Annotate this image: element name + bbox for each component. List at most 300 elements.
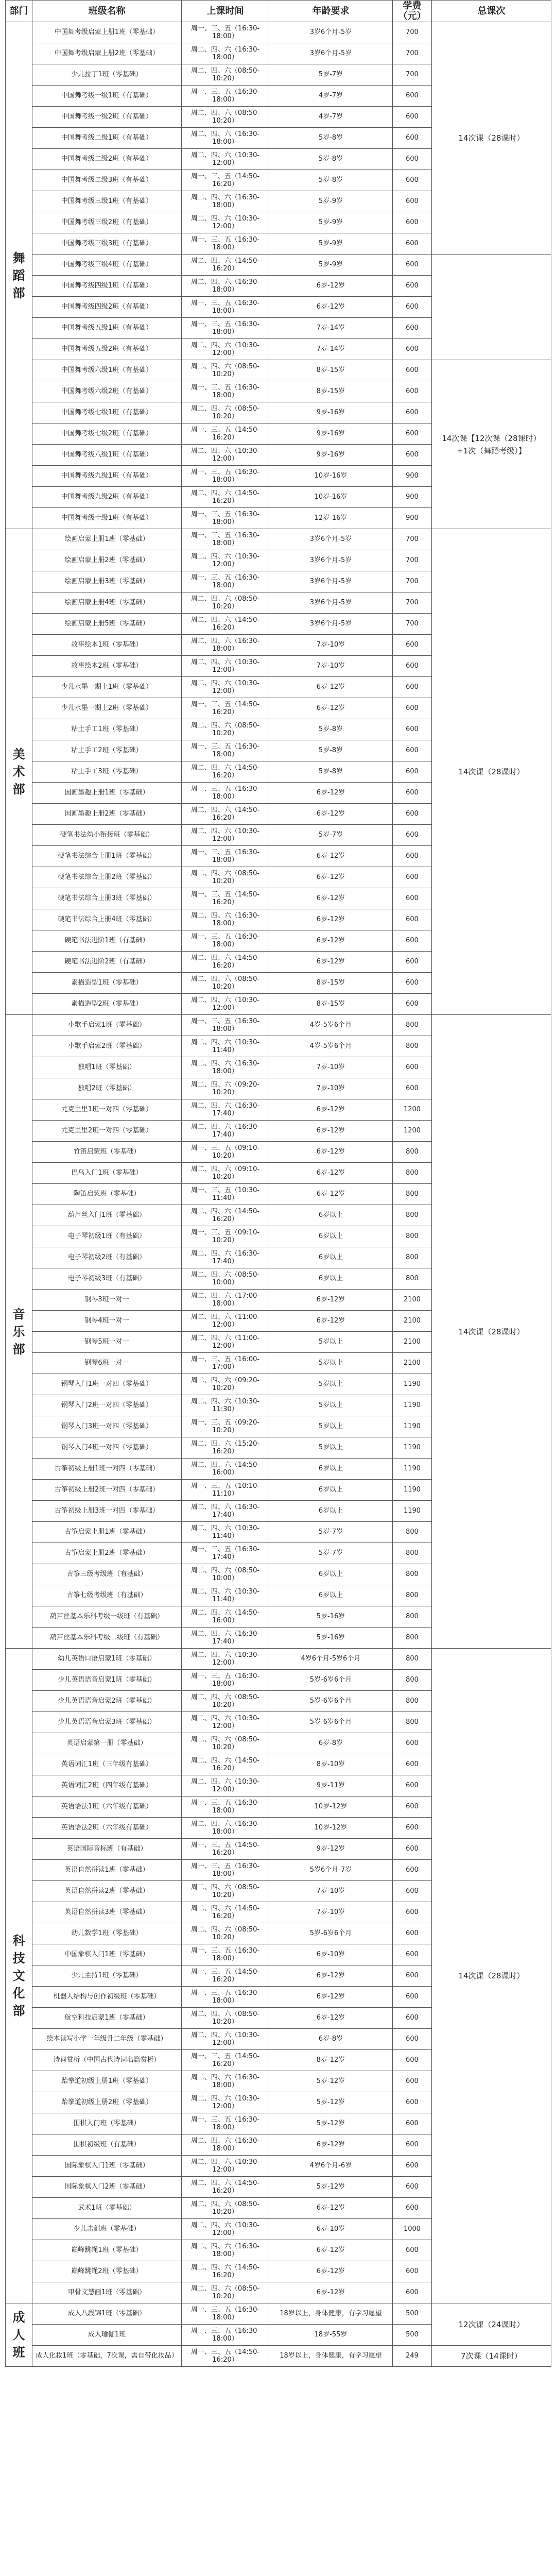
class-time-cell: 周一、三、五（14:50-16:20） bbox=[182, 2346, 269, 2367]
header-total-sessions: 总课次 bbox=[432, 1, 551, 22]
age-requirement-cell: 9岁-11岁 bbox=[269, 1775, 393, 1797]
age-requirement-cell: 6岁-12岁 bbox=[269, 677, 393, 698]
age-requirement-cell: 8岁-15岁 bbox=[269, 360, 393, 381]
age-requirement-cell: 6岁-12岁 bbox=[269, 804, 393, 825]
tuition-cell: 600 bbox=[393, 1733, 432, 1754]
tuition-cell: 700 bbox=[393, 550, 432, 571]
class-time-cell: 周一、三、五（10:30-11:40） bbox=[182, 1184, 269, 1205]
tuition-cell: 600 bbox=[393, 107, 432, 128]
class-name-cell: 小歌手启蒙2班（零基础） bbox=[32, 1036, 182, 1057]
class-time-cell: 周二、四、六（10:30-12:00） bbox=[182, 2219, 269, 2240]
class-name-cell: 钢琴5班一对一 bbox=[32, 1332, 182, 1353]
age-requirement-cell: 8岁-12岁 bbox=[269, 2050, 393, 2071]
age-requirement-cell: 3岁6个月-5岁 bbox=[269, 550, 393, 571]
age-requirement-cell: 6岁-12岁 bbox=[269, 1121, 393, 1142]
class-name-cell: 葫芦丝入门1班（零基础） bbox=[32, 1205, 182, 1226]
age-requirement-cell: 6岁-12岁 bbox=[269, 2134, 393, 2156]
class-time-cell: 周二、四、六（14:50-16:00） bbox=[182, 1606, 269, 1628]
class-name-cell: 国际象棋入门1班（零基础） bbox=[32, 2156, 182, 2177]
class-name-cell: 巴乌入门1班（零基础） bbox=[32, 1163, 182, 1184]
age-requirement-cell: 5岁-6岁6个月 bbox=[269, 1691, 393, 1712]
age-requirement-cell: 5岁-9岁 bbox=[269, 255, 393, 276]
tuition-cell: 2100 bbox=[393, 1311, 432, 1332]
tuition-cell: 600 bbox=[393, 2071, 432, 2092]
class-time-cell: 周一、三、五（14:50-16:20） bbox=[182, 2050, 269, 2071]
class-name-cell: 幼儿数学1班（零基础） bbox=[32, 1923, 182, 1944]
age-requirement-cell: 10岁-16岁 bbox=[269, 487, 393, 508]
tuition-cell: 500 bbox=[393, 2303, 432, 2325]
tuition-cell: 700 bbox=[393, 529, 432, 550]
tuition-cell: 600 bbox=[393, 1987, 432, 2008]
class-name-cell: 成人化妆1班（零基础，7次课，需自带化妆品） bbox=[32, 2346, 182, 2367]
tuition-cell: 600 bbox=[393, 677, 432, 698]
class-time-cell: 周二、四、六（08:50-10:20） bbox=[182, 64, 269, 86]
department-cell: 成人班 bbox=[6, 2303, 32, 2367]
age-requirement-cell: 7岁-10岁 bbox=[269, 635, 393, 656]
age-requirement-cell: 8岁-15岁 bbox=[269, 973, 393, 994]
tuition-cell: 600 bbox=[393, 2282, 432, 2303]
class-name-cell: 硬笔书法综合上册2班（零基础） bbox=[32, 867, 182, 888]
class-name-cell: 中国舞考级五级2班（有基础） bbox=[32, 339, 182, 360]
class-name-cell: 机器人结构与创作初级班（零基础） bbox=[32, 1987, 182, 2008]
age-requirement-cell: 6岁-12岁 bbox=[269, 2240, 393, 2261]
class-name-cell: 中国舞考级六级1班（有基础） bbox=[32, 360, 182, 381]
class-time-cell: 周二、四、六（16:30-18:00） bbox=[182, 128, 269, 149]
class-name-cell: 英语语法1班（六年级有基础） bbox=[32, 1797, 182, 1818]
tuition-cell: 2100 bbox=[393, 1290, 432, 1311]
class-time-cell: 周二、四、六（08:50-10:20） bbox=[182, 1733, 269, 1754]
tuition-cell: 600 bbox=[393, 191, 432, 212]
age-requirement-cell: 5岁-8岁 bbox=[269, 128, 393, 149]
class-time-cell: 周二、四、六（10:30-12:00） bbox=[182, 445, 269, 466]
class-name-cell: 葫芦丝基本乐科考级二级班（有基础） bbox=[32, 1628, 182, 1649]
class-time-cell: 周一、三、五（16:30-18:00） bbox=[182, 1015, 269, 1036]
age-requirement-cell: 3岁6个月-5岁 bbox=[269, 22, 393, 43]
class-time-cell: 周二、四、六（08:50-10:20） bbox=[182, 719, 269, 740]
class-time-cell: 周二、四、六（16:30-17:40） bbox=[182, 1099, 269, 1121]
age-requirement-cell: 5岁-16岁 bbox=[269, 1606, 393, 1628]
tuition-cell: 600 bbox=[393, 1860, 432, 1881]
class-time-cell: 周一、三、五（16:30-18:00） bbox=[182, 508, 269, 529]
class-name-cell: 小歌手启蒙1班（零基础） bbox=[32, 1015, 182, 1036]
age-requirement-cell: 6岁以上 bbox=[269, 1480, 393, 1501]
tuition-cell: 600 bbox=[393, 2092, 432, 2113]
class-time-cell: 周二、四、六（10:30-12:00） bbox=[182, 212, 269, 233]
class-name-cell: 航空科技启蒙1班（零基础） bbox=[32, 2008, 182, 2029]
total-sessions-cell: 14次课（28课时） bbox=[432, 22, 551, 255]
age-requirement-cell: 6岁-10岁 bbox=[269, 1944, 393, 1965]
class-name-cell: 中国舞考级一级1班（有基础） bbox=[32, 86, 182, 107]
tuition-cell: 800 bbox=[393, 1184, 432, 1205]
class-name-cell: 硬笔书法幼小衔接班（零基础） bbox=[32, 825, 182, 846]
tuition-cell: 1190 bbox=[393, 1501, 432, 1522]
class-name-cell: 巅峰跳绳1班（零基础） bbox=[32, 2240, 182, 2261]
class-time-cell: 周二、四、六（10:30-12:00） bbox=[182, 2092, 269, 2113]
class-name-cell: 尤克里里2班一对四（零基础） bbox=[32, 1121, 182, 1142]
age-requirement-cell: 3岁6个月-5岁 bbox=[269, 614, 393, 635]
class-time-cell: 周一、三、五（16:30-18:00） bbox=[182, 740, 269, 761]
class-time-cell: 周二、四、六（08:50-10:20） bbox=[182, 592, 269, 614]
header-age-requirement: 年龄要求 bbox=[269, 1, 393, 22]
tuition-cell: 600 bbox=[393, 656, 432, 677]
tuition-cell: 1190 bbox=[393, 1437, 432, 1459]
class-name-cell: 少儿英语语音启蒙1班（零基础） bbox=[32, 1670, 182, 1691]
class-time-cell: 周二、四、六（14:50-16:20） bbox=[182, 2177, 269, 2198]
class-name-cell: 电子琴初级3班（有基础） bbox=[32, 1268, 182, 1290]
age-requirement-cell: 5岁-12岁 bbox=[269, 2113, 393, 2134]
tuition-cell: 900 bbox=[393, 508, 432, 529]
class-name-cell: 古筝启蒙上册1班（零基础） bbox=[32, 1522, 182, 1543]
class-time-cell: 周二、四、六（14:50-16:20） bbox=[182, 804, 269, 825]
header-tuition: 学费（元） bbox=[393, 1, 432, 22]
class-name-cell: 独唱2班（零基础） bbox=[32, 1078, 182, 1099]
class-time-cell: 周一、三、五（16:30-18:00） bbox=[182, 1797, 269, 1818]
age-requirement-cell: 5岁-9岁 bbox=[269, 212, 393, 233]
age-requirement-cell: 4岁-5岁6个月 bbox=[269, 1036, 393, 1057]
tuition-cell: 600 bbox=[393, 360, 432, 381]
class-name-cell: 中国舞考级二级1班（有基础） bbox=[32, 128, 182, 149]
class-name-cell: 古筝初级上册1班一对四（零基础） bbox=[32, 1459, 182, 1480]
class-name-cell: 绘画启蒙上册3班（零基础） bbox=[32, 571, 182, 592]
class-name-cell: 英语国际音标班（有基础） bbox=[32, 1839, 182, 1860]
class-name-cell: 英语自然拼读3班（零基础） bbox=[32, 1902, 182, 1923]
class-name-cell: 中国舞考级八级1班（有基础） bbox=[32, 445, 182, 466]
class-time-cell: 周二、四、六（14:50-16:20） bbox=[182, 1205, 269, 1226]
class-name-cell: 绘本读写小学一年级升二年级（零基础） bbox=[32, 2029, 182, 2050]
age-requirement-cell: 10岁-12岁 bbox=[269, 1797, 393, 1818]
class-name-cell: 绘画启蒙上册2班（零基础） bbox=[32, 550, 182, 571]
age-requirement-cell: 6岁-12岁 bbox=[269, 1987, 393, 2008]
age-requirement-cell: 6岁-12岁 bbox=[269, 1184, 393, 1205]
tuition-cell: 800 bbox=[393, 1205, 432, 1226]
class-name-cell: 绘画启蒙上册5班（零基础） bbox=[32, 614, 182, 635]
class-name-cell: 钢琴入门4班一对四（零基础） bbox=[32, 1437, 182, 1459]
class-name-cell: 硬笔书法综合上册1班（零基础） bbox=[32, 846, 182, 867]
tuition-cell: 600 bbox=[393, 867, 432, 888]
class-time-cell: 周二、四、六（09:20-10:20） bbox=[182, 1078, 269, 1099]
tuition-cell: 1190 bbox=[393, 1459, 432, 1480]
class-name-cell: 跆拳道初级上册1班（零基础） bbox=[32, 2071, 182, 2092]
age-requirement-cell: 6岁以上 bbox=[269, 1564, 393, 1585]
tuition-cell: 600 bbox=[393, 994, 432, 1015]
tuition-cell: 600 bbox=[393, 233, 432, 255]
tuition-cell: 800 bbox=[393, 1543, 432, 1564]
age-requirement-cell: 5岁-12岁 bbox=[269, 2071, 393, 2092]
table-row bbox=[6, 22, 551, 43]
class-name-cell: 诗词赏析（中国古代诗词名篇赏析） bbox=[32, 2050, 182, 2071]
class-time-cell: 周二、四、六（16:30-18:00） bbox=[182, 276, 269, 297]
age-requirement-cell: 6岁-12岁 bbox=[269, 867, 393, 888]
tuition-cell: 600 bbox=[393, 804, 432, 825]
tuition-cell: 800 bbox=[393, 1712, 432, 1733]
age-requirement-cell: 6岁-12岁 bbox=[269, 698, 393, 719]
class-name-cell: 中国舞考级六级2班（有基础） bbox=[32, 381, 182, 402]
tuition-cell: 800 bbox=[393, 1142, 432, 1163]
class-time-cell: 周二、四、六（08:50-10:20） bbox=[182, 973, 269, 994]
age-requirement-cell: 6岁-8岁 bbox=[269, 1733, 393, 1754]
class-time-cell: 周二、四、六（08:50-10:20） bbox=[182, 1691, 269, 1712]
class-name-cell: 少儿英语语音启蒙3班（零基础） bbox=[32, 1712, 182, 1733]
age-requirement-cell: 3岁6个月-5岁 bbox=[269, 571, 393, 592]
class-name-cell: 独唱1班（零基础） bbox=[32, 1057, 182, 1078]
tuition-cell: 600 bbox=[393, 888, 432, 909]
class-time-cell: 周一、三、五（16:30-18:00） bbox=[182, 930, 269, 952]
tuition-cell: 700 bbox=[393, 592, 432, 614]
class-time-cell: 周二、四、六（15:20-16:20） bbox=[182, 1437, 269, 1459]
class-time-cell: 周二、四、六（16:30-17:40） bbox=[182, 1501, 269, 1522]
class-name-cell: 中国舞考级七级1班（有基础） bbox=[32, 402, 182, 423]
age-requirement-cell: 5岁以上 bbox=[269, 1374, 393, 1395]
class-name-cell: 少儿水墨一期上2班（零基础） bbox=[32, 698, 182, 719]
tuition-cell: 600 bbox=[393, 128, 432, 149]
class-name-cell: 硬笔书法综合上册3班（零基础） bbox=[32, 888, 182, 909]
age-requirement-cell: 5岁-8岁 bbox=[269, 740, 393, 761]
age-requirement-cell: 9岁-16岁 bbox=[269, 423, 393, 445]
tuition-cell: 600 bbox=[393, 2050, 432, 2071]
class-time-cell: 周二、四、六（11:00-12:00） bbox=[182, 1332, 269, 1353]
age-requirement-cell: 7岁-10岁 bbox=[269, 656, 393, 677]
class-time-cell: 周二、四、六（14:50-16:20） bbox=[182, 1754, 269, 1775]
tuition-cell: 800 bbox=[393, 1564, 432, 1585]
age-requirement-cell: 3岁6个月-5岁 bbox=[269, 592, 393, 614]
class-name-cell: 钢琴入门1班一对四（零基础） bbox=[32, 1374, 182, 1395]
age-requirement-cell: 5岁-7岁 bbox=[269, 825, 393, 846]
age-requirement-cell: 5岁-7岁 bbox=[269, 1522, 393, 1543]
class-time-cell: 周二、四、六（16:30-18:00） bbox=[182, 2134, 269, 2156]
class-time-cell: 周二、四、六（08:50-10:00） bbox=[182, 1564, 269, 1585]
age-requirement-cell: 6岁-12岁 bbox=[269, 1099, 393, 1121]
table-row bbox=[6, 2303, 551, 2325]
class-time-cell: 周二、四、六（08:50-10:20） bbox=[182, 1923, 269, 1944]
class-name-cell: 故事绘本2班（零基础） bbox=[32, 656, 182, 677]
class-name-cell: 少儿英语语音启蒙2班（零基础） bbox=[32, 1691, 182, 1712]
class-time-cell: 周一、三、五（16:30-18:00） bbox=[182, 297, 269, 318]
age-requirement-cell: 6岁-12岁 bbox=[269, 952, 393, 973]
class-time-cell: 周二、四、六（10:30-11:40） bbox=[182, 1522, 269, 1543]
total-sessions-cell: 14次课（28课时） bbox=[432, 529, 551, 1015]
class-time-cell: 周二、四、六（08:50-10:20） bbox=[182, 867, 269, 888]
tuition-cell: 700 bbox=[393, 64, 432, 86]
class-name-cell: 幼儿英语口语启蒙1班（零基础） bbox=[32, 1649, 182, 1670]
class-name-cell: 中国舞考级二级3班（有基础） bbox=[32, 170, 182, 191]
class-time-cell: 周一、三、五（16:30-18:00） bbox=[182, 1944, 269, 1965]
class-name-cell: 成人瑜伽1班 bbox=[32, 2325, 182, 2346]
class-time-cell: 周二、四、六（08:50-10:20） bbox=[182, 2198, 269, 2219]
class-name-cell: 中国象棋入门1班（零基础） bbox=[32, 1944, 182, 1965]
age-requirement-cell: 5岁以上 bbox=[269, 1416, 393, 1437]
age-requirement-cell: 6岁-12岁 bbox=[269, 846, 393, 867]
class-time-cell: 周二、四、六（10:30-12:00） bbox=[182, 339, 269, 360]
tuition-cell: 600 bbox=[393, 952, 432, 973]
class-time-cell: 周一、三、五（16:30-18:00） bbox=[182, 1860, 269, 1881]
class-time-cell: 周二、四、六（10:30-12:00） bbox=[182, 1775, 269, 1797]
age-requirement-cell: 18岁以上，身体健康，有学习愿望 bbox=[269, 2303, 393, 2325]
class-time-cell: 周一、三、五（14:50-16:20） bbox=[182, 423, 269, 445]
class-time-cell: 周二、四、六（08:50-10:20） bbox=[182, 2008, 269, 2029]
department-cell: 科技文化部 bbox=[6, 1649, 32, 2303]
class-time-cell: 周一、三、五（09:10-10:20） bbox=[182, 1226, 269, 1247]
age-requirement-cell: 4岁6个月-5岁6个月 bbox=[269, 1649, 393, 1670]
class-time-cell: 周二、四、六（08:50-10:20） bbox=[182, 402, 269, 423]
age-requirement-cell: 5岁-6岁6个月 bbox=[269, 1923, 393, 1944]
class-time-cell: 周二、四、六（14:50-16:20） bbox=[182, 255, 269, 276]
table-row bbox=[6, 255, 551, 276]
tuition-cell: 600 bbox=[393, 783, 432, 804]
class-name-cell: 中国舞考级四级2班（有基础） bbox=[32, 297, 182, 318]
tuition-cell: 800 bbox=[393, 1015, 432, 1036]
class-time-cell: 周二、四、六（14:50-16:20） bbox=[182, 1902, 269, 1923]
age-requirement-cell: 6岁-12岁 bbox=[269, 2198, 393, 2219]
class-time-cell: 周一、三、五（16:30-18:00） bbox=[182, 571, 269, 592]
class-name-cell: 英语启蒙第一册（零基础） bbox=[32, 1733, 182, 1754]
tuition-cell: 600 bbox=[393, 1902, 432, 1923]
age-requirement-cell: 6岁以上 bbox=[269, 1226, 393, 1247]
age-requirement-cell: 5岁以上 bbox=[269, 1395, 393, 1416]
department-cell: 美术部 bbox=[6, 529, 32, 1015]
class-time-cell: 周一、三、五（16:30-18:00） bbox=[182, 318, 269, 339]
tuition-cell: 1190 bbox=[393, 1374, 432, 1395]
age-requirement-cell: 7岁-10岁 bbox=[269, 1078, 393, 1099]
class-time-cell: 周二、四、六（08:50-10:20） bbox=[182, 2282, 269, 2303]
age-requirement-cell: 6岁以上 bbox=[269, 1501, 393, 1522]
class-name-cell: 中国舞考级三级3班（有基础） bbox=[32, 233, 182, 255]
class-time-cell: 周二、四、六（16:30-17:40） bbox=[182, 1121, 269, 1142]
table-row bbox=[6, 529, 551, 550]
tuition-cell: 249 bbox=[393, 2346, 432, 2367]
class-name-cell: 跆拳道初级上册2班（零基础） bbox=[32, 2092, 182, 2113]
age-requirement-cell: 7岁-14岁 bbox=[269, 339, 393, 360]
schedule-sheet bbox=[5, 0, 551, 2367]
age-requirement-cell: 5岁-8岁 bbox=[269, 761, 393, 783]
tuition-cell: 600 bbox=[393, 297, 432, 318]
class-name-cell: 国画墨趣上册2班（零基础） bbox=[32, 804, 182, 825]
tuition-cell: 600 bbox=[393, 930, 432, 952]
class-time-cell: 周二、四、六（10:30-11:40） bbox=[182, 1585, 269, 1606]
class-name-cell: 古筝初级上册2班一对四（零基础） bbox=[32, 1480, 182, 1501]
tuition-cell: 600 bbox=[393, 2198, 432, 2219]
class-time-cell: 周一、三、五（16:30-18:00） bbox=[182, 2303, 269, 2325]
class-time-cell: 周一、三、五（10:10-11:10） bbox=[182, 1480, 269, 1501]
tuition-cell: 600 bbox=[393, 276, 432, 297]
class-name-cell: 钢琴入门2班一对四（零基础） bbox=[32, 1395, 182, 1416]
age-requirement-cell: 4岁-5岁6个月 bbox=[269, 1015, 393, 1036]
class-name-cell: 中国舞考级启蒙上册1班（零基础） bbox=[32, 22, 182, 43]
age-requirement-cell: 18岁以上，身体健康，有学习愿望 bbox=[269, 2346, 393, 2367]
class-name-cell: 故事绘本1班（零基础） bbox=[32, 635, 182, 656]
tuition-cell: 700 bbox=[393, 43, 432, 64]
tuition-cell: 600 bbox=[393, 1923, 432, 1944]
tuition-cell: 600 bbox=[393, 2008, 432, 2029]
tuition-cell: 600 bbox=[393, 2113, 432, 2134]
tuition-cell: 600 bbox=[393, 318, 432, 339]
tuition-cell: 600 bbox=[393, 339, 432, 360]
tuition-cell: 600 bbox=[393, 1057, 432, 1078]
age-requirement-cell: 3岁6个月-5岁 bbox=[269, 43, 393, 64]
age-requirement-cell: 5岁-12岁 bbox=[269, 2177, 393, 2198]
tuition-cell: 600 bbox=[393, 2240, 432, 2261]
tuition-cell: 1190 bbox=[393, 1480, 432, 1501]
class-name-cell: 电子琴初级2班（有基础） bbox=[32, 1247, 182, 1268]
class-time-cell: 周一、三、五（09:20-10:20） bbox=[182, 1416, 269, 1437]
class-name-cell: 中国舞考级一级2班（有基础） bbox=[32, 107, 182, 128]
tuition-cell: 600 bbox=[393, 170, 432, 191]
age-requirement-cell: 6岁-12岁 bbox=[269, 930, 393, 952]
age-requirement-cell: 4岁-7岁 bbox=[269, 86, 393, 107]
table-row bbox=[6, 360, 551, 381]
tuition-cell: 600 bbox=[393, 1078, 432, 1099]
class-time-cell: 周二、四、六（10:30-12:00） bbox=[182, 2156, 269, 2177]
age-requirement-cell: 18岁-55岁 bbox=[269, 2325, 393, 2346]
class-time-cell: 周一、三、五（14:50-16:20） bbox=[182, 1965, 269, 1987]
class-name-cell: 陶笛启蒙班（零基础） bbox=[32, 1184, 182, 1205]
tuition-cell: 600 bbox=[393, 1839, 432, 1860]
class-name-cell: 素描造型1班（零基础） bbox=[32, 973, 182, 994]
class-name-cell: 围棋初级班（有基础） bbox=[32, 2134, 182, 2156]
class-name-cell: 钢琴6班一对一 bbox=[32, 1353, 182, 1374]
class-time-cell: 周一、三、五（16:30-18:00） bbox=[182, 233, 269, 255]
class-name-cell: 中国舞考级九级1班（有基础） bbox=[32, 466, 182, 487]
age-requirement-cell: 5岁-6岁6个月 bbox=[269, 1670, 393, 1691]
tuition-cell: 1000 bbox=[393, 2219, 432, 2240]
class-name-cell: 甲骨文慧画1班（零基础） bbox=[32, 2282, 182, 2303]
class-name-cell: 古筝初级上册3班一对四（零基础） bbox=[32, 1501, 182, 1522]
age-requirement-cell: 9岁-16岁 bbox=[269, 402, 393, 423]
tuition-cell: 800 bbox=[393, 1670, 432, 1691]
tuition-cell: 600 bbox=[393, 719, 432, 740]
header-dept: 部门 bbox=[6, 1, 32, 22]
table-row bbox=[6, 1015, 551, 1036]
class-name-cell: 中国舞考级十级1班（有基础） bbox=[32, 508, 182, 529]
class-time-cell: 周二、四、六（08:50-10:20） bbox=[182, 107, 269, 128]
class-name-cell: 少儿主持1班（零基础） bbox=[32, 1965, 182, 1987]
tuition-cell: 600 bbox=[393, 423, 432, 445]
class-time-cell: 周二、四、六（10:30-12:00） bbox=[182, 149, 269, 170]
class-name-cell: 电子琴初级1班（有基础） bbox=[32, 1226, 182, 1247]
tuition-cell: 700 bbox=[393, 614, 432, 635]
class-name-cell: 国际象棋入门2班（零基础） bbox=[32, 2177, 182, 2198]
age-requirement-cell: 7岁-10岁 bbox=[269, 1902, 393, 1923]
age-requirement-cell: 10岁-12岁 bbox=[269, 1818, 393, 1839]
age-requirement-cell: 5岁-8岁 bbox=[269, 170, 393, 191]
tuition-cell: 600 bbox=[393, 761, 432, 783]
class-time-cell: 周二、四、六（08:50-10:20） bbox=[182, 360, 269, 381]
department-cell: 音乐部 bbox=[6, 1015, 32, 1649]
class-time-cell: 周二、四、六（14:50-16:20） bbox=[182, 952, 269, 973]
class-name-cell: 英语自然拼读2班（零基础） bbox=[32, 1881, 182, 1902]
class-name-cell: 中国舞考级四级1班（有基础） bbox=[32, 276, 182, 297]
class-name-cell: 钢琴4班一对一 bbox=[32, 1311, 182, 1332]
age-requirement-cell: 6岁以上 bbox=[269, 1247, 393, 1268]
age-requirement-cell: 8岁-15岁 bbox=[269, 381, 393, 402]
class-time-cell: 周二、四、六（10:30-12:00） bbox=[182, 656, 269, 677]
tuition-cell: 600 bbox=[393, 846, 432, 867]
tuition-cell: 800 bbox=[393, 1247, 432, 1268]
age-requirement-cell: 5岁-8岁 bbox=[269, 149, 393, 170]
tuition-cell: 600 bbox=[393, 255, 432, 276]
class-name-cell: 中国舞考级二级2班（有基础） bbox=[32, 149, 182, 170]
class-time-cell: 周二、四、六（10:30-12:00） bbox=[182, 677, 269, 698]
class-name-cell: 英语语法2班（六年级有基础） bbox=[32, 1818, 182, 1839]
tuition-cell: 800 bbox=[393, 1226, 432, 1247]
class-name-cell: 古筝三级考级班（有基础） bbox=[32, 1564, 182, 1585]
class-time-cell: 周一、三、五（16:30-18:00） bbox=[182, 783, 269, 804]
age-requirement-cell: 6岁-10岁 bbox=[269, 2219, 393, 2240]
class-name-cell: 少儿击剑班（零基础） bbox=[32, 2219, 182, 2240]
age-requirement-cell: 5岁6个月-7岁 bbox=[269, 1860, 393, 1881]
class-name-cell: 巅峰跳绳2班（零基础） bbox=[32, 2261, 182, 2282]
class-time-cell: 周二、四、六（10:30-12:00） bbox=[182, 1712, 269, 1733]
tuition-cell: 700 bbox=[393, 22, 432, 43]
